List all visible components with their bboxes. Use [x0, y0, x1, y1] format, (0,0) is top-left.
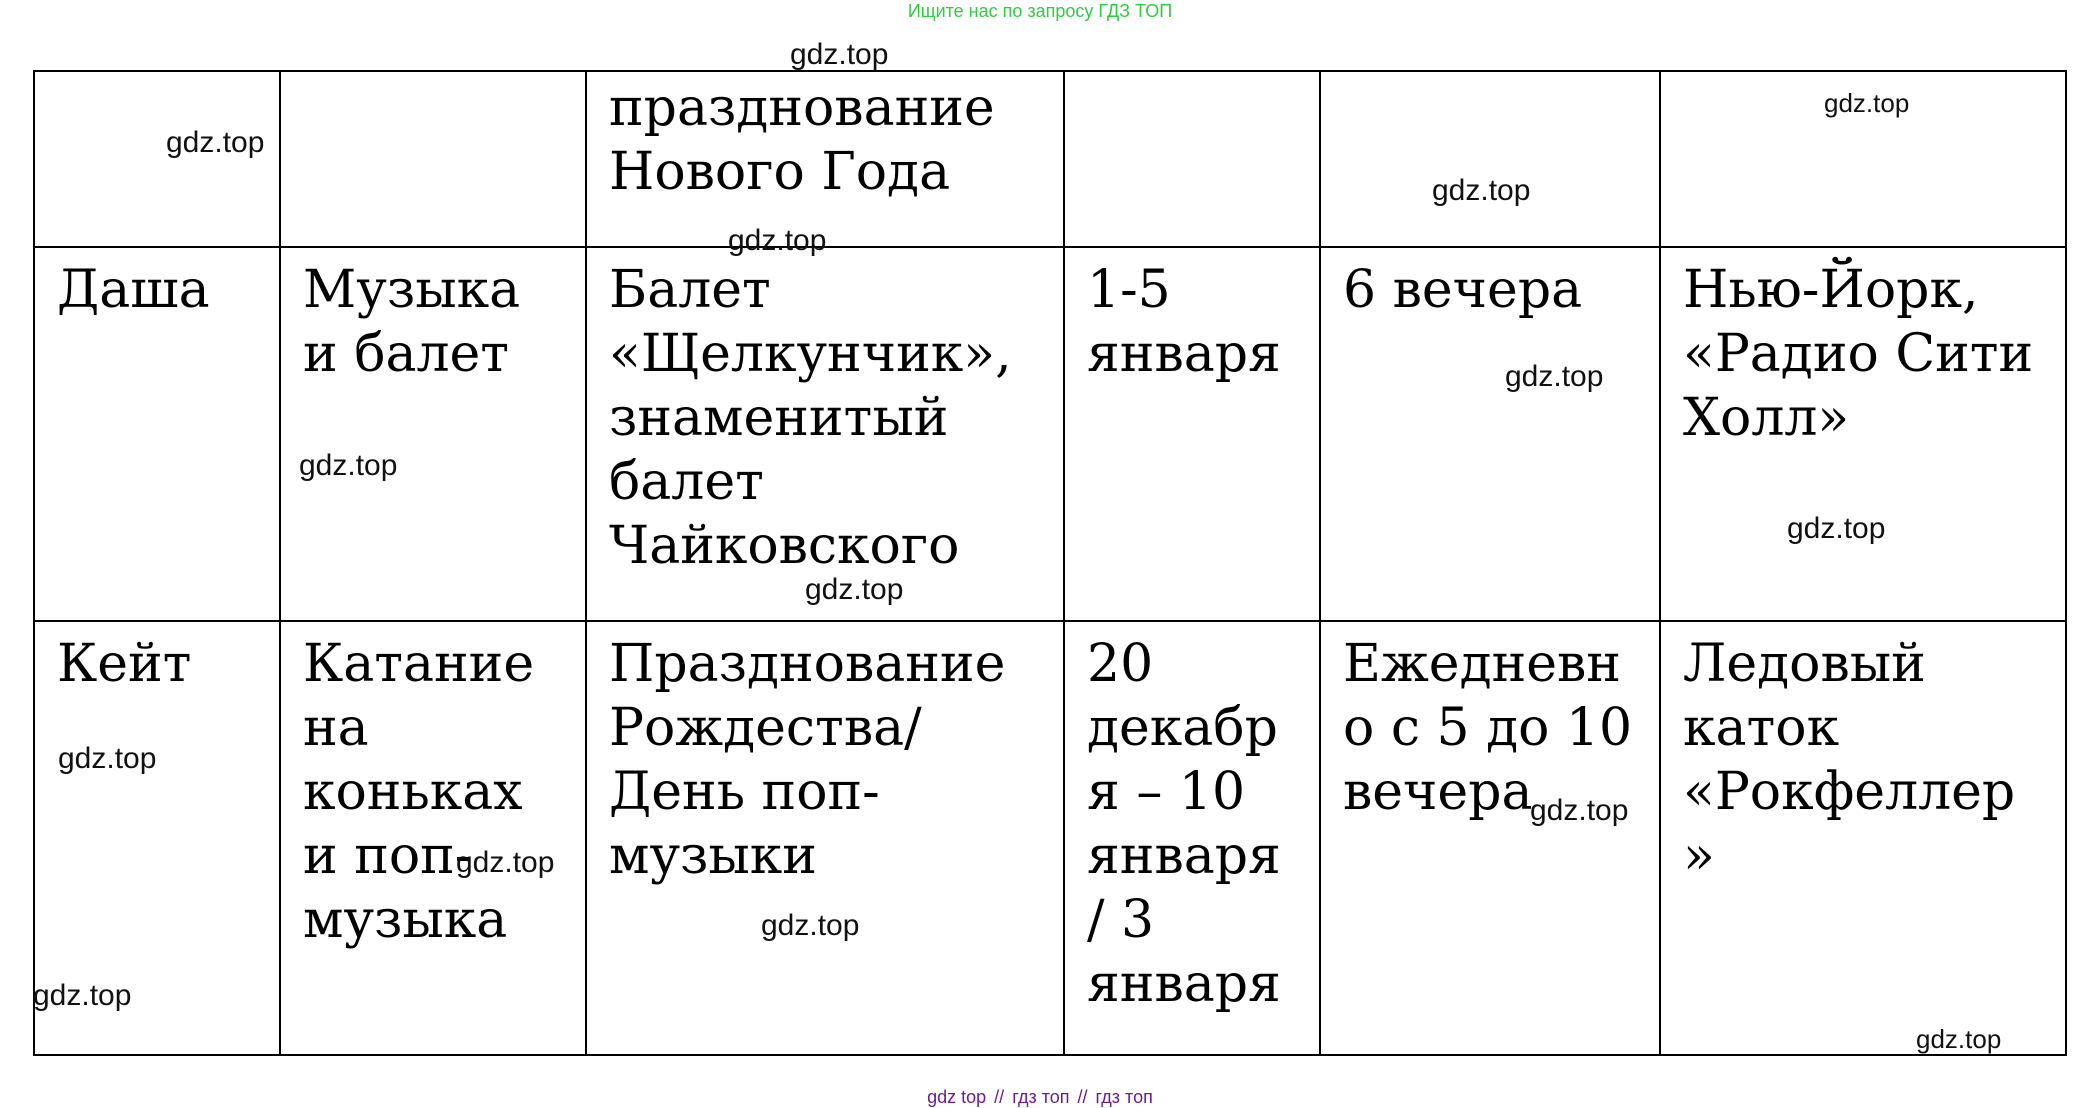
table-cell: [280, 71, 586, 247]
table-row: [34, 247, 2066, 621]
table-row: [34, 71, 2066, 247]
table-cell: празднование Нового Года: [586, 71, 1064, 247]
table-cell: 20 декабря – 10 января / 3 января: [1064, 621, 1320, 1055]
table-cell: Нью-Йорк, «Радио Сити Холл»: [1660, 247, 2066, 621]
table-cell-name: Даша: [34, 247, 280, 621]
watermark: gdz.top: [299, 449, 398, 482]
watermark: gdz.top: [1916, 1024, 2002, 1054]
table-cell: [1320, 71, 1660, 247]
watermark: gdz.top: [1432, 174, 1531, 207]
watermark: gdz.top: [1787, 512, 1886, 545]
watermark: gdz.top: [58, 742, 157, 775]
table-cell: Празднование Рождества/День поп-музыки: [586, 621, 1064, 1055]
table-cell: Катание на коньках и поп-музыка: [280, 621, 586, 1055]
footer-item: гдз топ: [1095, 1087, 1153, 1107]
footer-separator: //: [994, 1087, 1005, 1107]
watermark: gdz.top: [1530, 794, 1629, 827]
watermark: gdz.top: [456, 846, 555, 879]
footer-item: гдз топ: [1012, 1087, 1070, 1107]
footer-banner: [0, 1086, 2080, 1108]
watermark: gdz.top: [728, 224, 827, 257]
watermark: gdz.top: [166, 126, 265, 159]
table-cell: 6 вечера: [1320, 247, 1660, 621]
watermark: gdz.top: [1505, 360, 1604, 393]
footer-item: gdz top: [927, 1087, 987, 1107]
table-cell: 1-5 января: [1064, 247, 1320, 621]
watermark: gdz.top: [805, 573, 904, 606]
watermark: gdz.top: [761, 909, 860, 942]
table-cell: Музыка и балет: [280, 247, 586, 621]
watermark: gdz.top: [33, 979, 132, 1012]
table-cell: Ледовый каток «Рокфеллер»: [1660, 621, 2066, 1055]
top-banner: Ищите нас по запросу ГДЗ ТОП: [907, 1, 1173, 21]
watermark: gdz.top: [1824, 88, 1910, 118]
table-row: [34, 621, 2066, 1055]
footer-separator: //: [1077, 1087, 1088, 1107]
table-cell: Балет «Щелкунчик», знаменитый балет Чайковского: [586, 247, 1064, 621]
watermark: gdz.top: [790, 38, 889, 71]
table-cell-name: Кейт: [34, 621, 280, 1055]
table-cell: [1064, 71, 1320, 247]
table-cell: Ежедневно с 5 до 10 вечера: [1320, 621, 1660, 1055]
schedule-table: [33, 70, 2067, 1056]
